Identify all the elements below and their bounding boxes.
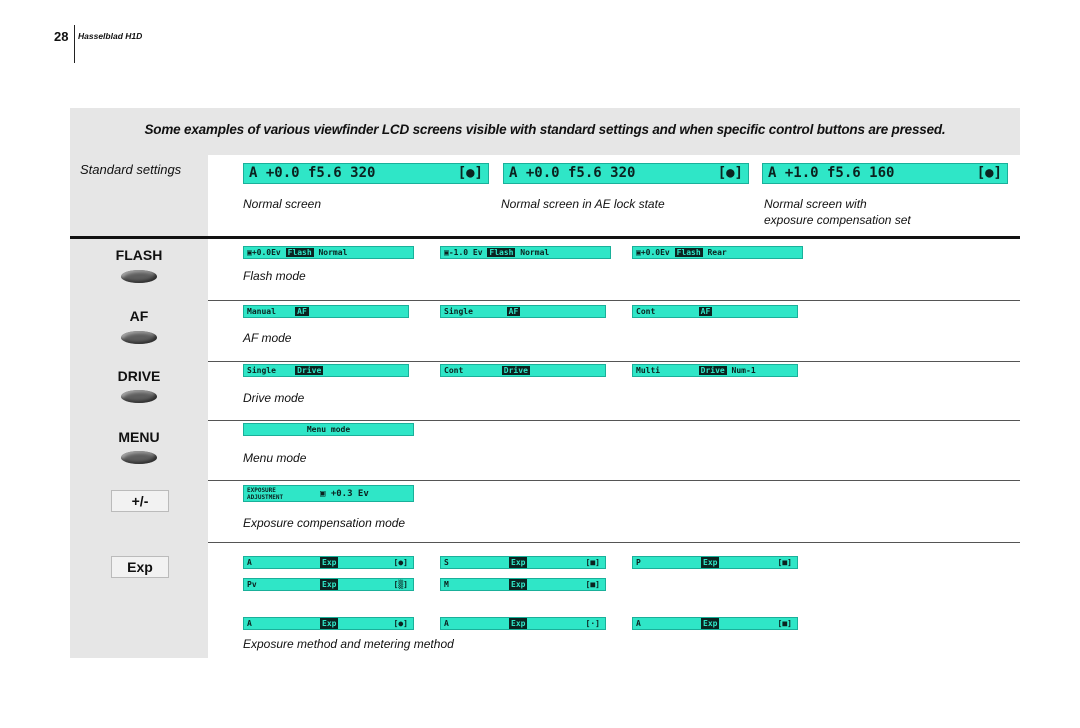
banner-text: Some examples of various viewfinder LCD screens visible with standard settings and when specific control buttons are pressed.: [144, 122, 946, 137]
exp-key-label: Exp: [111, 556, 169, 578]
button-column: [70, 155, 208, 658]
caption-menu-mode: Menu mode: [243, 451, 307, 465]
flash-button: [121, 270, 157, 283]
standard-settings-label: Standard settings: [80, 162, 182, 177]
manual-title: Hasselblad H1D: [78, 31, 143, 41]
caption-flash-mode: Flash mode: [243, 269, 306, 283]
section-divider: [70, 236, 1020, 239]
lcd-menu: Menu mode: [243, 423, 414, 436]
lcd-flash-2: ▣-1.0 Ev Flash Normal: [440, 246, 611, 259]
exp-comp-key-label: +/-: [111, 490, 169, 512]
caption-normal-screen: Normal screen: [243, 197, 322, 211]
lcd-exp-a-centre-2: A Exp [●]: [243, 617, 414, 630]
af-button: [121, 331, 157, 344]
lcd-flash-3: ▣+0.0Ev Flash Rear: [632, 246, 803, 259]
drive-button: [121, 390, 157, 403]
lcd-drive-1: Single Drive: [243, 364, 409, 377]
page-number: 28: [54, 29, 69, 44]
lcd-flash-1: ▣+0.0Ev Flash Normal: [243, 246, 414, 259]
row-divider: [208, 542, 1020, 543]
lcd-af-2: Single AF: [440, 305, 606, 318]
caption-exp-comp: Normal screen with: [764, 197, 867, 211]
lcd-af-3: Cont AF: [632, 305, 798, 318]
lcd-exp-m: M Exp [■]: [440, 578, 606, 591]
lcd-exp-a-average: A Exp [■]: [632, 617, 798, 630]
lcd-ae-lock-screen: A +0.0 f5.6 320 [●]: [503, 163, 749, 184]
row-divider: [208, 300, 1020, 301]
lcd-exp-s: S Exp [■]: [440, 556, 606, 569]
row-divider: [208, 420, 1020, 421]
caption-af-mode: AF mode: [243, 331, 292, 345]
af-key-label: AF: [129, 308, 149, 324]
lcd-normal-screen: A +0.0 f5.6 320 [●]: [243, 163, 489, 184]
drive-key-label: DRIVE: [117, 368, 161, 384]
flash-key-label: FLASH: [115, 247, 163, 263]
lcd-exp-comp-screen: A +1.0 f5.6 160 [●]: [762, 163, 1008, 184]
caption-drive-mode: Drive mode: [243, 391, 305, 405]
lcd-af-1: Manual AF: [243, 305, 409, 318]
lcd-exp-a-spot: A Exp [·]: [440, 617, 606, 630]
menu-button: [121, 451, 157, 464]
caption-ae-lock: Normal screen in AE lock state: [501, 197, 665, 211]
lcd-exp-p: P Exp [■]: [632, 556, 798, 569]
header-divider: [74, 25, 75, 63]
lcd-exp-pv: Pv Exp [▒]: [243, 578, 414, 591]
menu-key-label: MENU: [118, 429, 160, 445]
caption-exp-comp-mode: Exposure compensation mode: [243, 516, 406, 530]
row-divider: [208, 480, 1020, 481]
lcd-exp-comp: EXPOSURE ADJUSTMENT ▣ +0.3 Ev: [243, 485, 414, 502]
row-divider: [208, 361, 1020, 362]
lcd-drive-2: Cont Drive: [440, 364, 606, 377]
caption-exposure-method: Exposure method and metering method: [243, 637, 454, 651]
lcd-drive-3: Multi Drive Num-1: [632, 364, 798, 377]
lcd-examples-panel: [70, 108, 1020, 658]
caption-exp-comp-line2: exposure compensation set: [764, 213, 911, 227]
lcd-exp-a-centre: A Exp [●]: [243, 556, 414, 569]
